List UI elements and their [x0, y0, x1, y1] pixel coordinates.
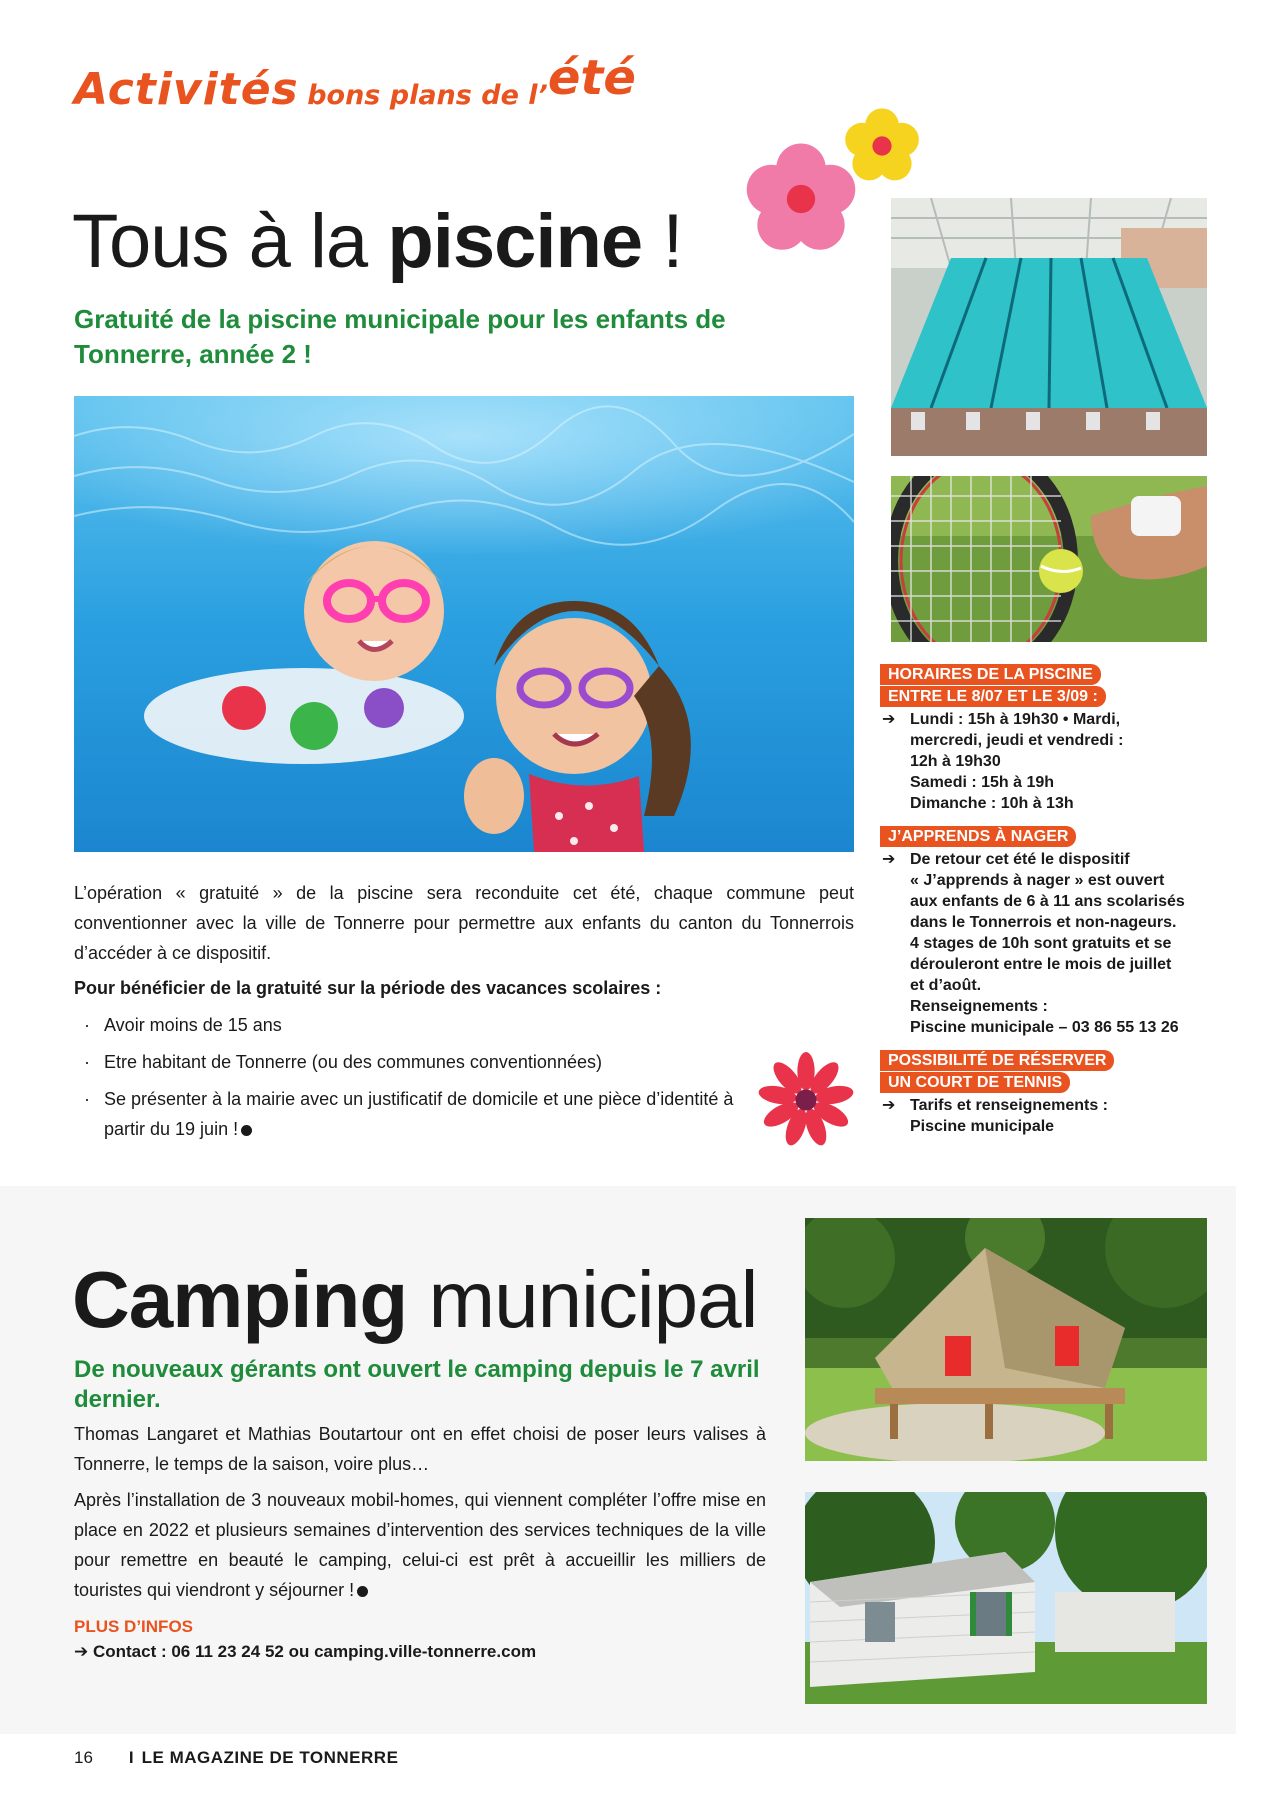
tennis-line: Tarifs et renseignements : [910, 1097, 1108, 1114]
piscine-subtitle: Gratuité de la piscine municipale pour les enfants de Tonnerre, année 2 ! [74, 304, 726, 369]
horaires-block [880, 664, 1210, 814]
camping-para-2-text: Après l’installation de 3 nouveaux mobil-homes, qui viennent compléter l’offre mise en place en 2022 et plusieurs semaines d’intervention des services techniques de la ville pour remettre en beauté le camping, celui-ci est prêt à accueillir les milliers de touristes qui viendront y séjourner ! [74, 1490, 766, 1600]
magazine-name: LE MAGAZINE DE TONNERRE [141, 1748, 399, 1767]
conditions-list [84, 1010, 774, 1151]
nager-line: Renseignements : [910, 998, 1048, 1015]
header-bons-plans: bons plans de l’ [307, 80, 548, 111]
camping-para-2 [74, 1485, 766, 1605]
header-activites: Activités [74, 64, 299, 115]
piscine-title-bold: piscine [387, 199, 643, 284]
nager-tag: J’APPRENDS À NAGER [880, 826, 1076, 847]
camping-para-1: Thomas Langaret et Mathias Boutartour ont en effet choisi de poser leurs valises à Tonnerre, le temps de la saison, voire plus… [74, 1424, 766, 1474]
nager-line: dans le Tonnerrois et non-nageurs. [910, 914, 1177, 931]
camping-title [72, 1254, 757, 1346]
list-item [84, 1010, 774, 1040]
nager-line: Piscine municipale – 03 86 55 13 26 [910, 1019, 1179, 1036]
mobil-home-photo [805, 1492, 1207, 1704]
horaires-line: mercredi, jeudi et vendredi : [910, 732, 1124, 749]
arrow-icon: ➔ [882, 851, 896, 868]
camping-subtitle: De nouveaux gérants ont ouvert le camping depuis le 7 avril dernier. [74, 1356, 760, 1413]
page-number: 16 [74, 1748, 93, 1767]
horaires-line: Lundi : 15h à 19h30 • Mardi, [910, 711, 1121, 728]
horaires-line: Dimanche : 10h à 13h [910, 795, 1074, 812]
kids-swimming-photo [74, 396, 854, 852]
tent-photo [805, 1218, 1207, 1461]
condition-text: Etre habitant de Tonnerre (ou des communes conventionnées) [104, 1052, 602, 1072]
section-header [74, 50, 636, 116]
arrow-icon: ➔ [882, 711, 896, 728]
camping-body [74, 1419, 766, 1611]
list-item [84, 1084, 774, 1144]
piscine-title [72, 198, 682, 285]
nager-line: 4 stages de 10h sont gratuits et se [910, 935, 1172, 952]
horaires-line: 12h à 19h30 [910, 753, 1001, 770]
nager-block [880, 826, 1210, 1038]
piscine-intro: L’opération « gratuité » de la piscine sera reconduite cet été, chaque commune peut conventionner avec la ville de Tonnerre pour permettre aux enfants du canton du Tonnerrois d’accéder à ce dispositif. [74, 883, 854, 963]
nager-line: et d’août. [910, 977, 982, 994]
nager-line: « J’apprends à nager » est ouvert [910, 872, 1165, 889]
camping-title-light: municipal [407, 1255, 758, 1344]
tennis-line: Piscine municipale [910, 1118, 1055, 1135]
indoor-pool-photo [891, 198, 1207, 456]
nager-line: De retour cet été le dispositif [910, 851, 1130, 868]
condition-text: Se présenter à la mairie avec un justificatif de domicile et une pièce d’identité à partir du 19 juin ! [104, 1089, 734, 1139]
horaires-tag-2: ENTRE LE 8/07 ET LE 3/09 : [880, 686, 1106, 707]
piscine-title-end: ! [642, 199, 683, 284]
header-ete: été [547, 50, 636, 106]
list-item [84, 1047, 774, 1077]
tennis-tag-1: POSSIBILITÉ DE RÉSERVER [880, 1050, 1114, 1071]
arrow-icon: ➔ [882, 1097, 896, 1114]
plus-infos-label: PLUS D’INFOS [74, 1617, 194, 1636]
camping-title-bold: Camping [72, 1255, 408, 1344]
camping-contact: ➔ Contact : 06 11 23 24 52 ou camping.ville-tonnerre.com [74, 1642, 537, 1661]
yellow-flower-icon [842, 106, 922, 186]
horaires-line: Samedi : 15h à 19h [910, 774, 1055, 791]
page-footer [74, 1748, 398, 1768]
horaires-tag-1: HORAIRES DE LA PISCINE [880, 664, 1101, 685]
end-dot-icon [241, 1125, 252, 1136]
footer-separator: I [128, 1748, 134, 1767]
tennis-tag-2: UN COURT DE TENNIS [880, 1072, 1070, 1093]
tennis-block [880, 1050, 1210, 1137]
nager-line: dérouleront entre le mois de juillet [910, 956, 1172, 973]
nager-line: aux enfants de 6 à 11 ans scolarisés [910, 893, 1185, 910]
end-dot-icon [357, 1586, 368, 1597]
conditions-title: Pour bénéficier de la gratuité sur la période des vacances scolaires : [74, 978, 662, 998]
piscine-title-light: Tous à la [72, 199, 388, 284]
tennis-photo [891, 476, 1207, 642]
condition-text: Avoir moins de 15 ans [104, 1015, 282, 1035]
